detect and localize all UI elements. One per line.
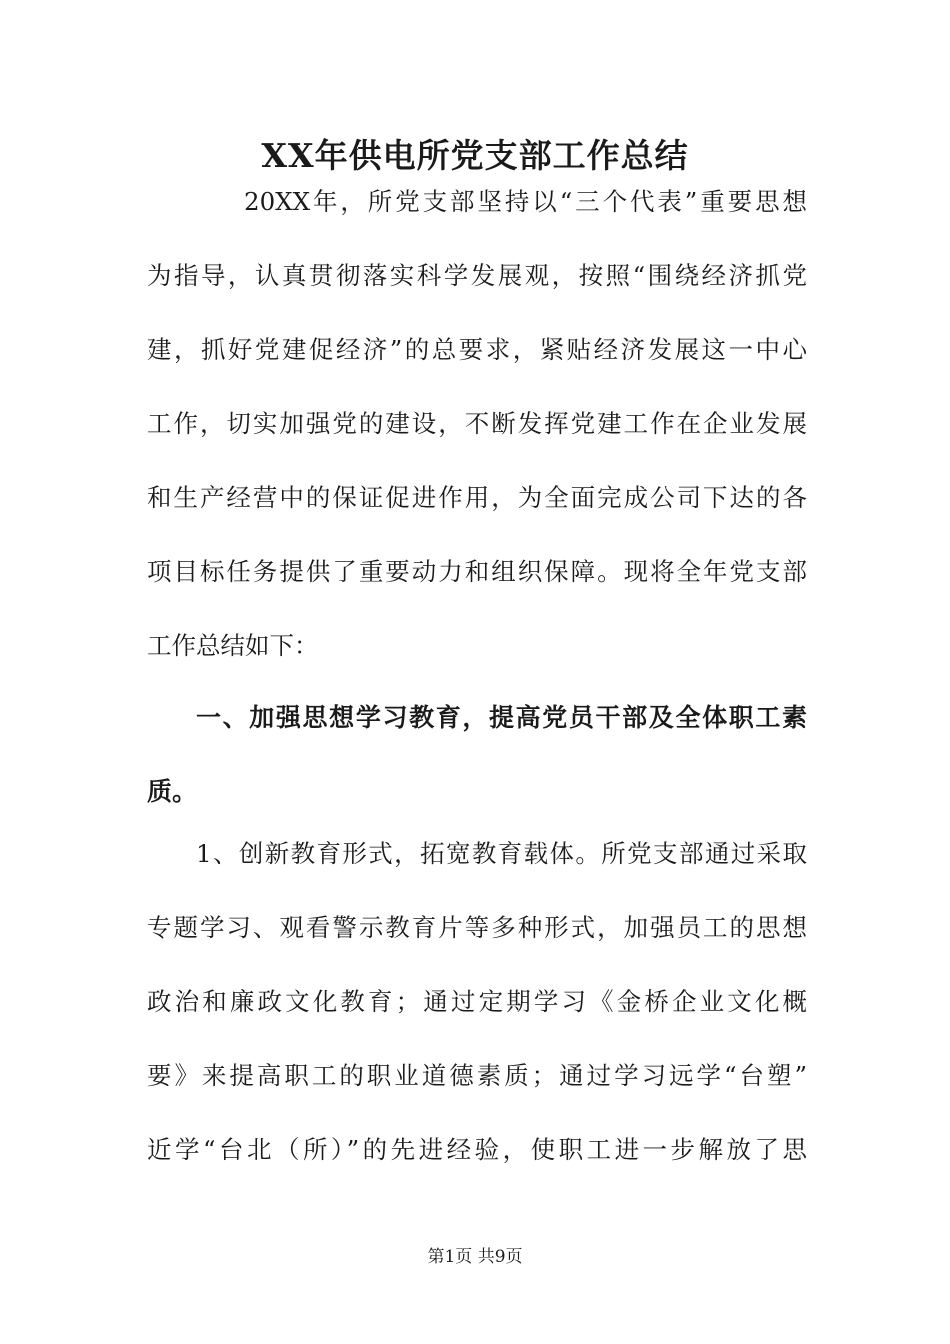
paragraph-line: 政治和廉政文化教育；通过定期学习《金桥企业文化概: [147, 987, 807, 1016]
paragraph-line: 和生产经营中的保证促进作用，为全面完成公司下达的各: [147, 483, 807, 512]
section-heading-line: 质。: [147, 777, 198, 806]
paragraph-line: 工作总结如下：: [147, 631, 319, 660]
page-footer: 第1页 共9页: [427, 1247, 523, 1267]
paragraph-line: 专题学习、观看警示教育片等多种形式，加强员工的思想: [147, 913, 807, 942]
paragraph-line: 要》来提高职工的职业道德素质；通过学习远学“台塑”: [147, 1061, 807, 1090]
paragraph-line: 1、创新教育形式，拓宽教育载体。所党支部通过采取: [196, 839, 807, 868]
section-heading-line: 一、加强思想学习教育，提高党员干部及全体职工素: [196, 703, 807, 732]
paragraph-line: 项目标任务提供了重要动力和组织保障。现将全年党支部: [147, 557, 807, 586]
paragraph-line: 20XX年，所党支部坚持以“三个代表”重要思想: [244, 187, 807, 216]
paragraph-line: 工作，切实加强党的建设，不断发挥党建工作在企业发展: [147, 409, 807, 438]
paragraph-line: 近学“台北（所）”的先进经验，使职工进一步解放了思: [147, 1135, 807, 1164]
document-title: XX年供电所党支部工作总结: [261, 136, 689, 175]
paragraph-line: 为指导，认真贯彻落实科学发展观，按照“围绕经济抓党: [147, 261, 807, 290]
paragraph-line: 建，抓好党建促经济”的总要求，紧贴经济发展这一中心: [147, 335, 807, 364]
